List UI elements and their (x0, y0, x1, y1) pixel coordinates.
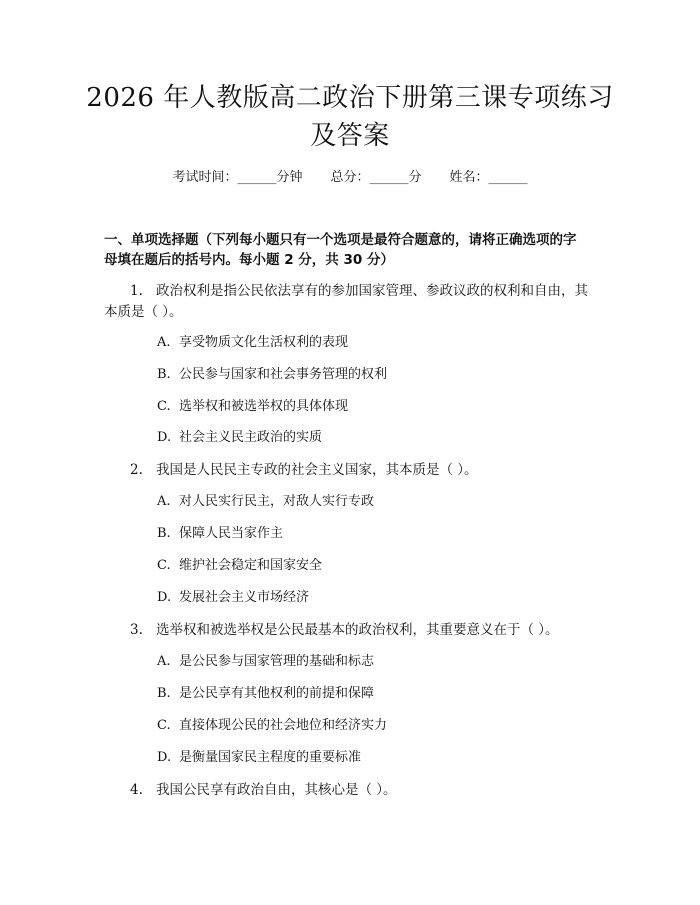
section-heading-line-2: 母填在题后的括号内。每小题 2 分，共 30 分） (104, 252, 394, 268)
exam-info-line (0, 168, 700, 188)
option-text: 选举权和被选举权的具体体现 (179, 399, 349, 414)
question-2-option-b (157, 524, 283, 544)
question-2-option-d (157, 588, 309, 608)
question-2-stem (130, 460, 478, 480)
question-3-option-a (157, 652, 374, 672)
question-4-number: 4. (130, 782, 143, 798)
question-1-option-d (157, 428, 322, 448)
option-letter: A. (157, 654, 171, 669)
option-letter: C. (157, 718, 171, 733)
question-3-stem (130, 620, 559, 640)
question-1-text-line-1: 政治权利是指公民依法享有的参加国家管理、参政议政的权利和自由，其 (156, 283, 588, 299)
question-3-option-b (157, 684, 374, 704)
option-text: 是衡量国家民主程度的重要标准 (179, 750, 362, 765)
option-letter: A. (157, 494, 171, 509)
total-score-label: 总分：______分 (330, 170, 422, 185)
option-text: 是公民享有其他权利的前提和保障 (179, 686, 375, 701)
student-name-label: 姓名：______ (449, 170, 528, 185)
option-letter: D. (157, 750, 172, 765)
option-text: 对人民实行民主，对敌人实行专政 (179, 494, 375, 509)
question-2-option-a (157, 492, 374, 512)
document-title-line-2: 及答案 (310, 121, 390, 151)
option-text: 是公民参与国家管理的基础和标志 (179, 654, 375, 669)
question-4-text: 我国公民享有政治自由，其核心是（ ）。 (156, 782, 397, 798)
option-text: 发展社会主义市场经济 (179, 590, 310, 605)
option-letter: B. (157, 686, 171, 701)
question-1-option-b (157, 365, 387, 385)
option-text: 直接体现公民的社会地位和经济实力 (179, 718, 388, 733)
option-letter: B. (157, 367, 171, 382)
option-text: 维护社会稳定和国家安全 (179, 558, 323, 573)
question-1-option-c (157, 397, 348, 417)
question-2-text: 我国是人民民主专政的社会主义国家，其本质是（ ）。 (156, 462, 478, 478)
question-3-number: 3. (130, 622, 143, 638)
question-1-number: 1. (130, 283, 143, 299)
option-text: 社会主义民主政治的实质 (179, 430, 323, 445)
document-title-line-1: 2026 年人教版高二政治下册第三课专项练习 (86, 83, 614, 113)
question-2-number: 2. (130, 462, 143, 478)
question-3-option-c (157, 716, 387, 736)
option-letter: D. (157, 590, 172, 605)
exam-time-label: 考试时间：______分钟 (172, 170, 303, 185)
option-text: 享受物质文化生活权利的表现 (179, 335, 349, 350)
question-3-option-d (157, 748, 361, 768)
option-letter: C. (157, 399, 171, 414)
option-text: 保障人民当家作主 (179, 526, 284, 541)
question-1-option-a (157, 333, 348, 353)
question-1-stem (130, 281, 588, 301)
question-3-text: 选举权和被选举权是公民最基本的政治权利，其重要意义在于（ ）。 (156, 622, 559, 638)
section-heading-line-1: 一、单项选择题（下列每小题只有一个选项是最符合题意的，请将正确选项的字 (104, 232, 577, 248)
option-letter: B. (157, 526, 171, 541)
option-letter: A. (157, 335, 171, 350)
option-text: 公民参与国家和社会事务管理的权利 (179, 367, 388, 382)
question-4-stem (130, 780, 397, 800)
question-2-option-c (157, 556, 322, 576)
question-1-text-line-2: 本质是（ ）。 (104, 304, 183, 320)
option-letter: C. (157, 558, 171, 573)
option-letter: D. (157, 430, 172, 445)
